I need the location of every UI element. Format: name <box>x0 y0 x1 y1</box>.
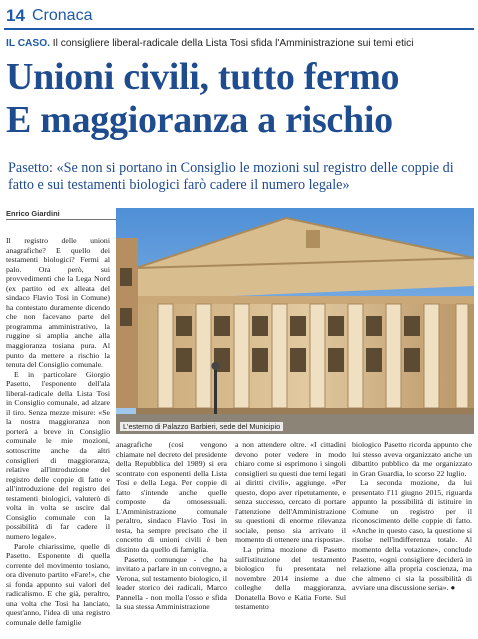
headline-line-1: Unioni civili, tutto fermo <box>6 56 400 98</box>
column-1-paragraph: E in particolare Giorgio Pasetto, l'esponente dell'ala liberal-radicale della Lista Tosi in Consiglio comunale, ad alzare il tiro. Senza mezze misure: «Se la nostra maggioranza non porterà a breve in Consiglio comunale le mie mozioni, sottoscritte anche da altri consiglieri di maggioranza, relative all'introduzione del registro delle coppie di fatto e all'introduzione del registro dei testamenti biologici, valuterò di volta in volta se uscire dal Consiglio comunale con la possibilità di far cadere il numero legale». <box>6 369 110 541</box>
palazzo-photo <box>116 208 474 434</box>
headline-line-2: E maggioranza a rischio <box>6 99 393 141</box>
article-column-4 <box>352 440 472 636</box>
column-3-paragraph: a non attendere oltre. «I cittadini devono poter vedere in modo chiaro come si esprimono i singoli consiglieri su questi due temi legati ai diritti civili», aggiunge. «Per questo, dopo aver ripetutamente, e senza successo, cercato di portare l'attenzione dell'Amministrazione su questioni di enorme rilevanza sociale, penso sia arrivato il momento di ottenere una risposta». <box>235 440 346 545</box>
header-rule <box>4 28 474 30</box>
column-1-paragraph: Parole chiarissime, quelle di Pasetto. Esponente di quella corrente del movimento tosiano, ora divenuto partito «Fare!», che si fonda appunto sui valori del radicalismo. E che già, peraltro, una volta che Tosi ha lanciato, quest'anno, l'idea di una registro comunale delle famiglie <box>6 541 110 627</box>
kicker-label: IL CASO. <box>6 38 50 49</box>
column-2-paragraph: Pasetto, comunque - che ha invitato a parlare in un convegno, a Verona, sul testamento biologico, il leader storico dei radicali, Marco Pannella - non molla l'osso e sfida la sua stessa Amministrazione <box>116 554 227 612</box>
kicker <box>6 38 474 49</box>
article-column-3 <box>235 440 346 636</box>
article-column-1 <box>6 236 110 636</box>
page-number: 14 <box>6 6 25 25</box>
column-4-paragraph: La seconda mozione, da lui presentato l'11 giugno 2015, riguarda appunto la possibilità di istituire in Comune un registro per il riconoscimento delle coppie di fatto. «Anche in questo caso, la questione si risolse nell'indifferenza totale. Al momento della votazione», conclude Pasetto, «ogni consigliere deciderà in relazione alla propria coscienza, ma che almeno ci sia la possibilità di avviare una discussione seria». ● <box>352 478 472 593</box>
section-name: Cronaca <box>32 7 93 24</box>
byline: Enrico Giardini <box>6 209 60 218</box>
byline-rule <box>6 219 116 220</box>
article-column-2 <box>116 440 227 636</box>
column-3-paragraph: La prima mozione di Pasetto sull'istituzione del testamento biologico fu presentata nel novembre 2014 insieme a due colleghe della maggioranza, Donatella Bovo e Katia Forte. Sul testamento <box>235 545 346 612</box>
kicker-text: Il consigliere liberal-radicale della Lista Tosi sfida l'Amministrazione sui temi etici <box>49 38 414 49</box>
column-2-paragraph: anagrafiche (così vengono chiamate nel decreto del presidente della Repubblica del 1989) si era scontrato con esponenti della Lista Tosi e della Lega. Per coppie di fatto s'intende anche quelle composte da omosessuali. L'Amministrazione comunale peraltro, sindaco Flavio Tosi in testa, ha sempre precisato che il concetto di unioni civili è ben distinto da quello di famiglia. <box>116 440 227 555</box>
page-header <box>4 6 474 26</box>
column-1-paragraph: Il registro delle unioni anagrafiche? E quello dei testamenti biologici? Fermi al palo. Ora però, sui provvedimenti che la Lega Nord (ex partito ed ex alleata del sindaco Flavio Tosi in Comune) ha contestato duramente dicendo che non facevano parte del programma amministrativo, la ruggine si amplia anche alla maggioranza tosiana pura. Al punto da mettere a rischio la tenuta del Consiglio comunale. <box>6 236 110 370</box>
photo-caption: L'esterno di Palazzo Barbieri, sede del Municipio <box>120 422 283 431</box>
column-4-paragraph: biologico Pasetto ricorda appunto che lui stesso aveva organizzato anche un dibattito pubblico da me organizzato in Gran Guardia, lo scorso 22 luglio. <box>352 440 472 478</box>
subheadline: Pasetto: «Se non si portano in Consiglio le mozioni sul registro delle coppie di fatto e sui testamenti biologici farò cadere il numero legale» <box>8 160 454 193</box>
